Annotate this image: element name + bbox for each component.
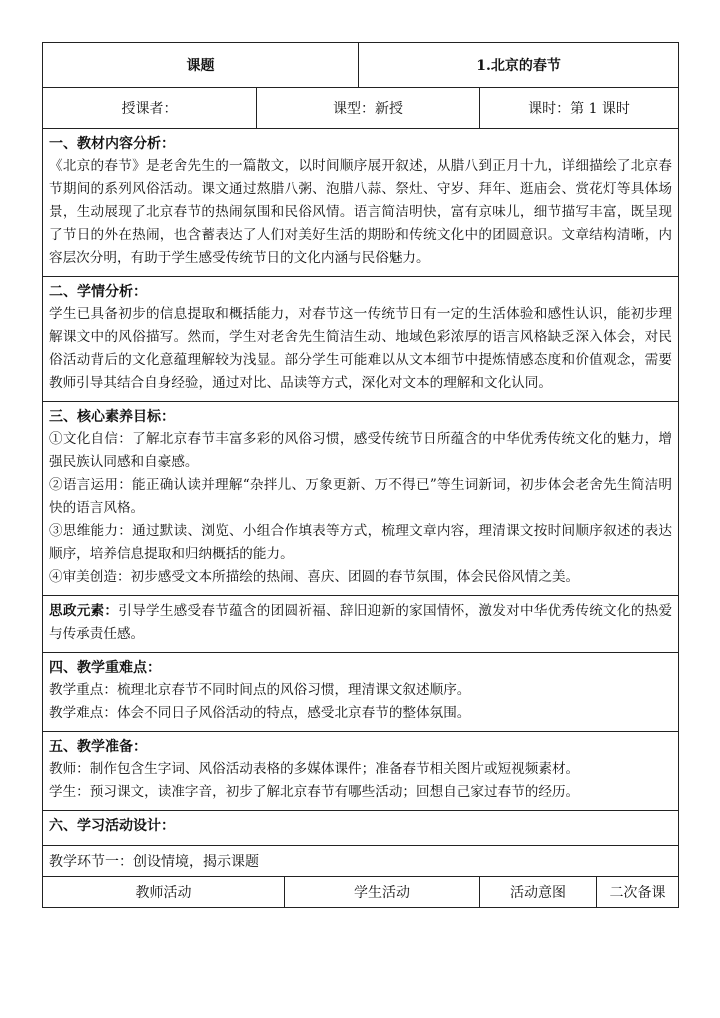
- prep-item: 学生：预习课文，读准字音，初步了解北京春节有哪些活动；回想自己家过春节的经历。: [49, 784, 580, 800]
- section-preparation: [43, 732, 679, 811]
- goal-item: ④审美创造：初步感受文本所描绘的热闹、喜庆、团圆的春节氛围，体会民俗风情之美。: [49, 569, 580, 585]
- stage-one: 教学环节一：创设情境，揭示课题: [43, 846, 679, 877]
- section-title: 三、核心素养目标：: [49, 409, 175, 425]
- lesson-plan-table: [42, 42, 679, 908]
- ideology-body: 引导学生感受春节蕴含的团圆祈福、辞旧迎新的家国情怀，激发对中华优秀传统文化的热爱与传承责任感。: [49, 603, 673, 642]
- col-student-activity: 学生活动: [285, 877, 480, 908]
- section-student-analysis: [43, 277, 679, 402]
- topic-value: 1.北京的春节: [359, 43, 679, 88]
- section-body: 学生已具备初步的信息提取和概括能力，对春节这一传统节日有一定的生活体验和感性认识，能初步理解课文中的风俗描写。然而，学生对老舍先生简洁生动、地域色彩浓厚的语言风格缺乏深入体会，对民俗活动背后的文化意蕴理解较为浅显。部分学生可能难以从文本细节中提炼情感态度和价值观念，需要教师引导其结合自身经验，通过对比、品读等方式，深化对文本的理解和文化认同。: [49, 306, 673, 391]
- lesson-type: 课型：新授: [257, 88, 480, 129]
- meta-row: [43, 88, 679, 129]
- section-title: 二、学情分析：: [49, 284, 147, 300]
- section-ideology: [43, 596, 679, 653]
- lesson-hours: 课时：第 1 课时: [480, 88, 679, 129]
- col-second-prep: 二次备课: [597, 877, 679, 908]
- ideology-label: 思政元素：: [49, 603, 119, 619]
- activity-header-row: [43, 877, 679, 908]
- section-core-goals: [43, 402, 679, 596]
- prep-item: 教师：制作包含生字词、风俗活动表格的多媒体课件；准备春节相关图片或短视频素材。: [49, 761, 580, 777]
- section-body: 《北京的春节》是老舍先生的一篇散文，以时间顺序展开叙述，从腊八到正月十九，详细描绘了北京春节期间的系列风俗活动。课文通过熬腊八粥、泡腊八蒜、祭灶、守岁、拜年、逛庙会、赏花灯等具体场景，生动展现了北京春节的热闹氛围和民俗风情。语言简洁明快，富有京味儿，细节描写丰富，既呈现了节日的外在热闹，也含蓄表达了人们对美好生活的期盼和传统文化中的团圆意识。文章结构清晰，内容层次分明，有助于学生感受传统节日的文化内涵与民俗魅力。: [49, 158, 673, 266]
- section-title: 四、教学重难点：: [49, 660, 161, 676]
- key-point-item: 教学重点：梳理北京春节不同时间点的风俗习惯，理清课文叙述顺序。: [49, 682, 471, 698]
- teacher-field: 授课者：: [43, 88, 257, 129]
- col-activity-intent: 活动意图: [480, 877, 597, 908]
- section-key-points: [43, 653, 679, 732]
- section-title: 六、学习活动设计：: [49, 818, 175, 834]
- goal-item: ③思维能力：通过默读、浏览、小组合作填表等方式，梳理文章内容，理清课文按时间顺序叙述的表达顺序，培养信息提取和归纳概括的能力。: [49, 523, 673, 562]
- goal-item: ②语言运用：能正确认读并理解“杂拌儿、万象更新、万不得已”等生词新词，初步体会老舍先生简洁明快的语言风格。: [49, 477, 673, 516]
- lesson-plan-sheet: [42, 42, 678, 908]
- key-point-item: 教学难点：体会不同日子风俗活动的特点，感受北京春节的整体氛围。: [49, 705, 471, 721]
- col-teacher-activity: 教师活动: [43, 877, 285, 908]
- section-textbook-analysis: [43, 129, 679, 277]
- goal-item: ①文化自信：了解北京春节丰富多彩的风俗习惯，感受传统节日所蕴含的中华优秀传统文化的魅力，增强民族认同感和自豪感。: [49, 431, 673, 470]
- topic-row: [43, 43, 679, 88]
- section-activity-design: [43, 811, 679, 846]
- topic-label: 课题: [43, 43, 359, 88]
- section-title: 一、教材内容分析：: [49, 136, 175, 152]
- stage-one-row: [43, 846, 679, 877]
- section-title: 五、教学准备：: [49, 739, 147, 755]
